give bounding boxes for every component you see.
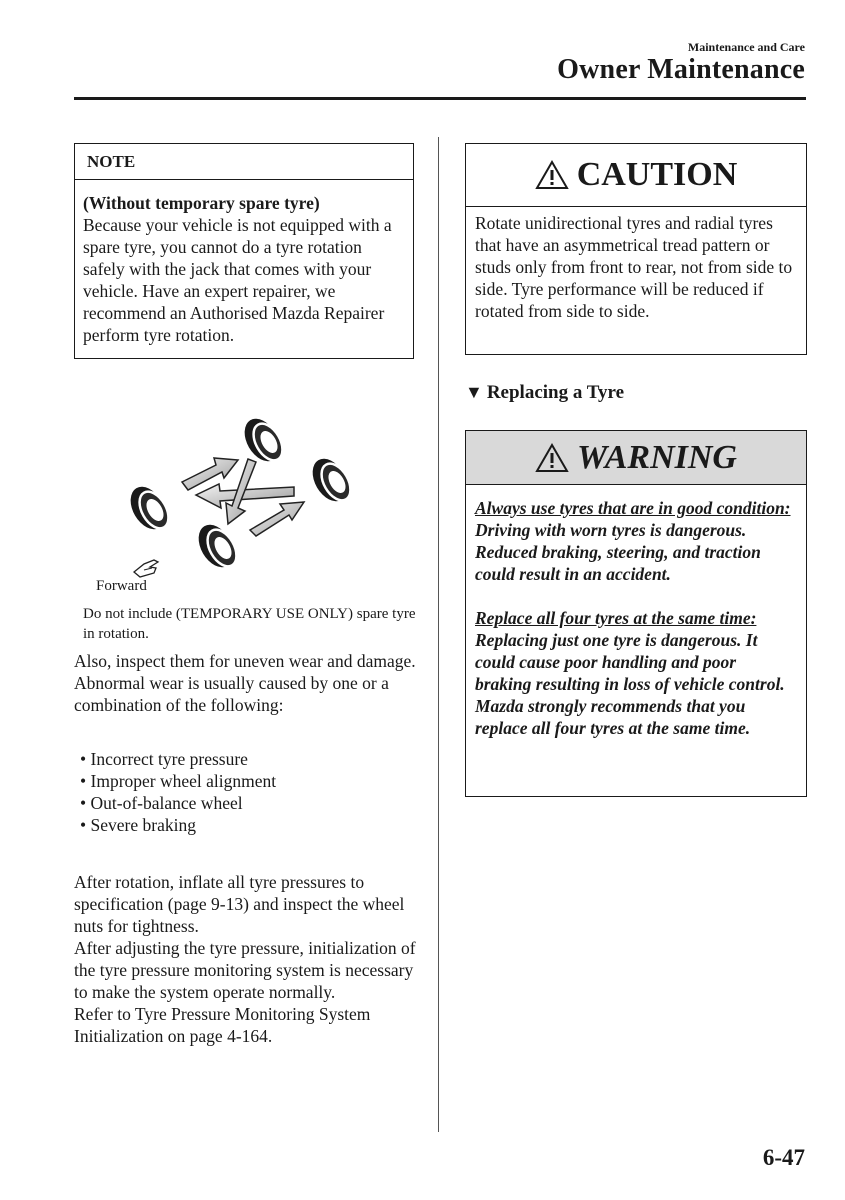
tyre-rotation-diagram [120,410,370,590]
note-subheading: (Without temporary spare tyre) [83,193,320,213]
paragraph-initialization: After adjusting the tyre pressure, initialization of the tyre pressure monitoring system is necessary to make the system operate normally. [74,938,416,1002]
warning-triangle-icon [535,160,569,190]
down-triangle-icon: ▼ [465,382,483,402]
list-item: • Severe braking [80,814,276,836]
warning-item-title: Always use tyres that are in good condition: [475,498,791,518]
warning-item-text: Driving with worn tyres is dangerous. Reduced braking, steering, and traction could result in an accident. [475,520,761,584]
pointing-hand-icon [134,560,158,577]
column-divider [438,137,439,1132]
warning-header [466,431,806,485]
forward-label: Forward [96,578,147,594]
paragraph-uneven-wear: Also, inspect them for uneven wear and damage. Abnormal wear is usually caused by one or a combination of the following: [74,651,416,715]
section-heading-text: Replacing a Tyre [486,382,625,403]
rotation-arrow [182,458,238,490]
header-rule [74,97,806,100]
tyre-icon [124,481,175,536]
caution-heading: CAUTION [576,156,738,193]
page-title: Owner Maintenance [557,54,805,85]
wear-causes-list [80,748,276,836]
note-heading: NOTE [75,144,413,180]
warning-triangle-icon [535,443,569,473]
caution-text: Rotate unidirectional tyres and radial tyres that have an asymmetrical tread pattern or studs only from front to rear, not from side to side. Tyre performance will be reduced if rotated from side to side. [475,213,793,321]
list-item: • Improper wheel alignment [80,770,276,792]
tyre-icon [192,519,243,574]
warning-item-title: Replace all four tyres at the same time: [475,608,757,628]
paragraph-refer: Refer to Tyre Pressure Monitoring System Initialization on page 4-164. [74,1004,371,1046]
section-heading-replacing [465,382,624,404]
warning-text [466,485,806,739]
after-rotation-text [74,871,424,1047]
caution-header [466,144,806,207]
warning-heading: WARNING [577,438,737,476]
note-text: Because your vehicle is not equipped with a spare tyre, you cannot do a tyre rotation safely with the jack that comes with your vehicle. Have an expert repairer, we recommend an Authorised Mazda Repairer perform tyre rotation. [83,215,392,345]
page-number: 6-47 [762,1145,805,1170]
rotation-arrow [250,502,304,536]
paragraph-inflate: After rotation, inflate all tyre pressures to specification (page 9-13) and inspect the wheel nuts for tightness. [74,872,405,936]
warning-item-text: Replacing just one tyre is dangerous. It could cause poor handling and poor braking resulting in loss of vehicle control. Mazda strongly recommends that you replace all four tyres at the same time. [475,630,785,738]
caution-box [465,143,807,355]
note-body [75,180,413,346]
diagram-caption: Do not include (TEMPORARY USE ONLY) spare tyre in rotation. [83,606,416,642]
section-label: Maintenance and Care [687,40,805,54]
tyre-icon [238,413,289,468]
note-box [74,143,414,359]
tyre-icon [306,453,357,508]
list-item: • Incorrect tyre pressure [80,748,276,770]
warning-box [465,430,807,797]
list-item: • Out-of-balance wheel [80,792,276,814]
